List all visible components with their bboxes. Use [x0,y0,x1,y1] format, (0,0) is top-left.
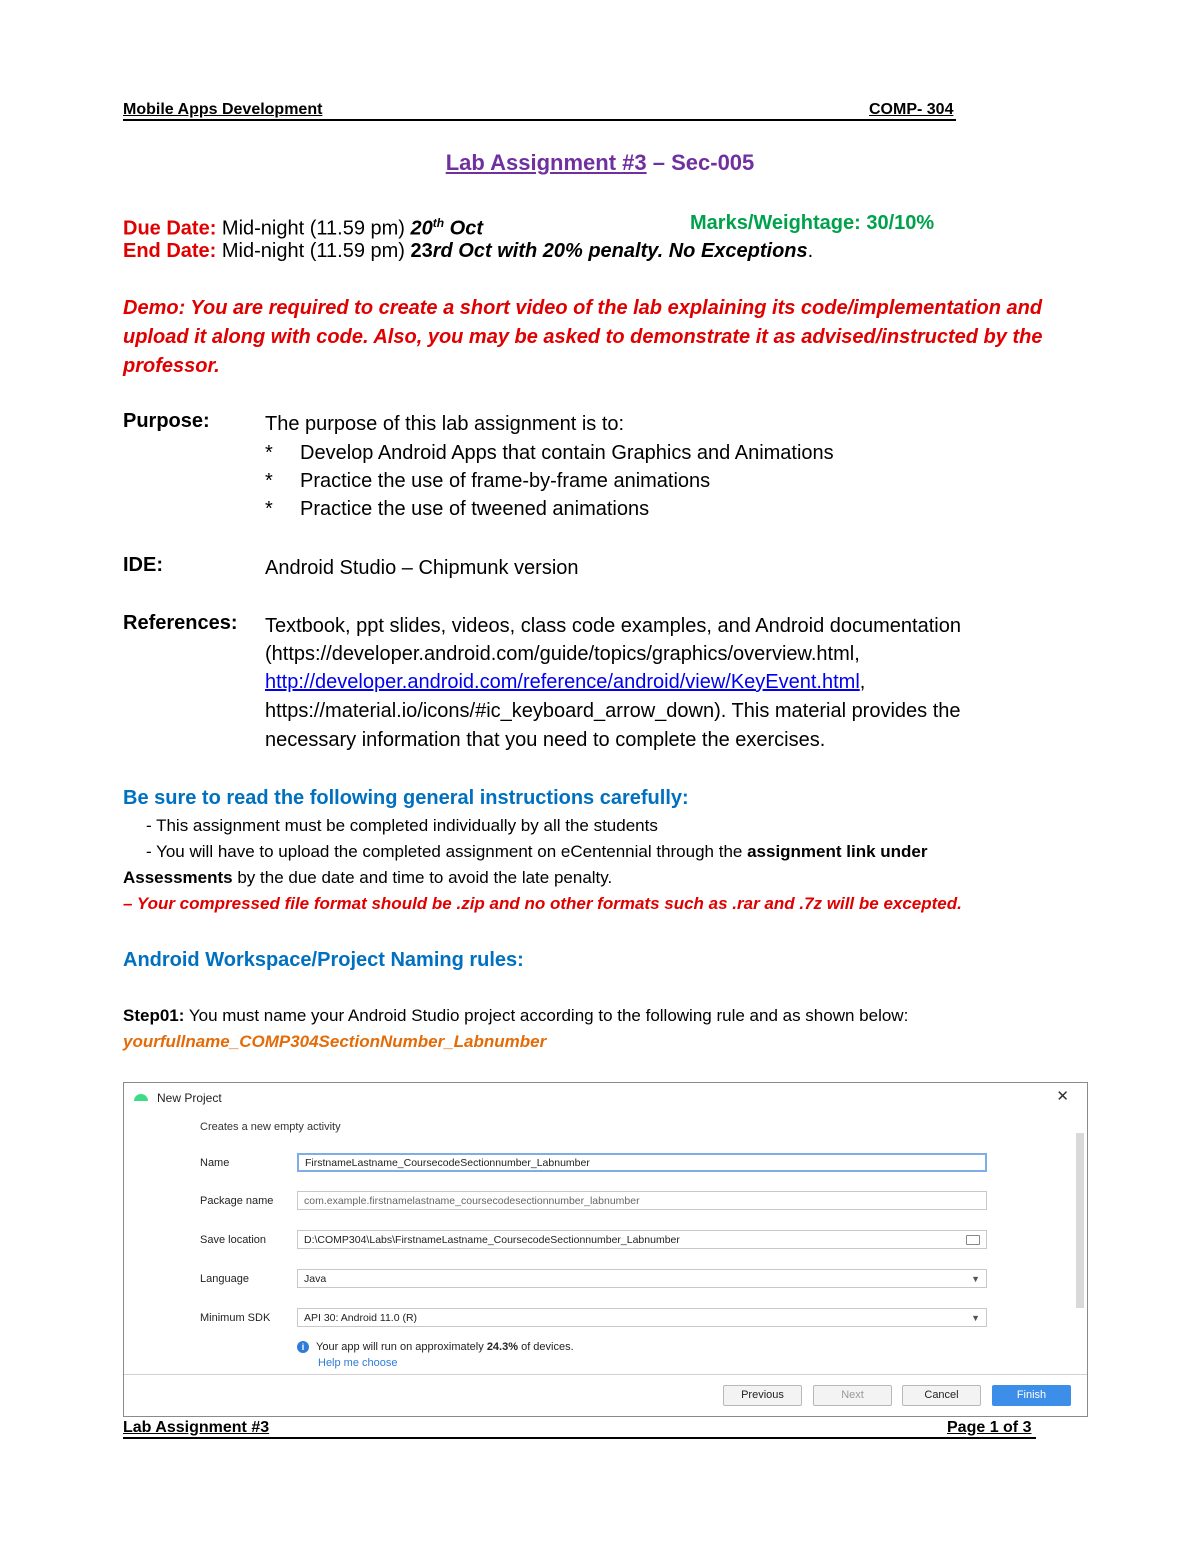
dialog-subtitle: Creates a new empty activity [200,1121,341,1133]
previous-button[interactable]: Previous [723,1385,802,1406]
purpose-bullet [265,439,834,468]
end-date-text: Mid-night (11.59 pm) [216,240,411,262]
due-date-month: Oct [444,217,483,240]
end-date-line [123,237,813,266]
footer-left: Lab Assignment #3 [123,1419,270,1436]
references-line4: https://material.io/icons/#ic_keyboard_arrow_down). This material provides the [265,700,961,722]
link-comma: , [859,671,866,693]
save-location-value: D:\COMP304\Labs\FirstnameLastname_CoursecodeSectionnumber_Labnumber [304,1234,680,1246]
device-coverage-text [316,1341,574,1353]
header-code: COMP- 304 [869,101,954,118]
language-label: Language [200,1273,249,1285]
step01-line [123,1002,908,1029]
header-course: Mobile Apps Development [123,101,323,118]
keyevent-link[interactable]: http://developer.android.com/reference/android/view/KeyEvent.html [265,671,860,693]
coverage-percent: 24.3% [486,1341,519,1353]
finish-button[interactable]: Finish [992,1385,1071,1406]
next-button[interactable]: Next [813,1385,892,1406]
bullet-text: Develop Android Apps that contain Graphics and Animations [300,442,834,464]
footer-page-number: Page 1 of 3 [947,1419,1032,1436]
new-project-dialog [123,1082,1088,1417]
close-icon[interactable]: ✕ [1056,1088,1069,1105]
step01-text: You must name your Android Studio project according to the following rule and as shown below: [184,1006,909,1025]
references-link-line [265,668,865,697]
dialog-title: New Project [157,1091,222,1105]
references-line2: (https://developer.android.com/guide/topics/graphics/overview.html, [265,643,860,665]
purpose-label: Purpose: [123,410,210,432]
instruction-item-2 [146,838,928,865]
dialog-footer-divider [124,1374,1087,1375]
cancel-button[interactable]: Cancel [902,1385,981,1406]
marks-weightage: Marks/Weightage: 30/10% [690,212,935,234]
purpose-bullet [265,495,649,524]
step01-label: Step01: [123,1006,185,1025]
page-title [0,150,1200,176]
name-label: Name [200,1157,230,1169]
instruction-item-1: - This assignment must be completed individually by all the students [146,816,658,835]
save-location-label: Save location [200,1234,267,1246]
naming-rule: yourfullname_COMP304SectionNumber_Labnumber [123,1032,547,1051]
title-dash: – [646,150,672,175]
references-line5: necessary information that you need to complete the exercises. [265,729,826,751]
references-label: References: [123,612,238,634]
language-select[interactable] [297,1269,987,1288]
instruction-item-2b-text: by the due date and time to avoid the late penalty. [232,868,613,887]
due-date-day: 20 [410,217,433,240]
info-icon: i [297,1341,309,1353]
instruction-item-2-text: - You will have to upload the completed assignment on eCentennial through the [146,842,748,861]
end-date-rest: rd Oct with 20% penalty. No Exceptions [432,240,808,262]
bullet-mark: * [265,498,273,520]
header-rule [123,119,956,121]
instruction-item-2b [123,864,612,891]
end-date-label: End Date: [123,240,217,262]
help-me-choose-link[interactable]: Help me choose [318,1357,398,1369]
purpose-intro: The purpose of this lab assignment is to: [265,413,625,435]
due-date-label: Due Date: [123,217,217,240]
ide-label: IDE: [123,554,163,576]
bullet-mark: * [265,470,273,492]
bullet-text: Practice the use of frame-by-frame animations [300,470,711,492]
assessments-bold: Assessments [123,868,233,887]
minimum-sdk-select[interactable] [297,1308,987,1327]
folder-icon[interactable] [966,1235,980,1245]
package-name-input[interactable]: com.example.firstnamelastname_coursecodesectionnumber_labnumber [297,1191,987,1210]
end-date-day: 23 [410,240,433,262]
chevron-down-icon: ▼ [971,1274,980,1284]
references-line1: Textbook, ppt slides, videos, class code examples, and Android documentation [265,615,961,637]
title-main: Lab Assignment #3 [445,150,647,175]
instructions-heading: Be sure to read the following general instructions carefully: [123,787,689,809]
end-date-period: . [807,240,814,262]
ide-value: Android Studio – Chipmunk version [265,557,579,579]
naming-heading: Android Workspace/Project Naming rules: [123,949,524,971]
minimum-sdk-label: Minimum SDK [200,1312,271,1324]
bullet-mark: * [265,442,273,464]
instruction-item-2-bold: assignment link under [747,842,928,861]
bullet-text: Practice the use of tweened animations [300,498,650,520]
due-date-sup: th [432,216,445,230]
instruction-item-3: – Your compressed file format should be .zip and no other formats such as .rar and .7z will be excepted. [123,894,962,913]
save-location-input[interactable] [297,1230,987,1249]
android-icon [133,1091,149,1101]
coverage-pre: Your app will run on approximately [316,1341,487,1353]
due-date-text: Mid-night (11.59 pm) [216,217,411,240]
package-name-label: Package name [200,1195,274,1207]
title-section: Sec-005 [671,150,755,175]
name-input[interactable]: FirstnameLastname_CoursecodeSectionnumber_Labnumber [297,1153,987,1172]
purpose-bullet [265,467,710,496]
footer-rule [123,1437,1036,1439]
coverage-post: of devices. [518,1341,574,1353]
chevron-down-icon: ▼ [971,1313,980,1323]
demo-paragraph: Demo: You are required to create a short video of the lab explaining its code/implementation and upload it along with code. Also, you may be asked to demonstrate it as advised/instructed by the professor. [123,297,1043,377]
minimum-sdk-value: API 30: Android 11.0 (R) [304,1312,418,1324]
language-value: Java [304,1273,327,1285]
dialog-scrollbar[interactable] [1076,1133,1084,1308]
